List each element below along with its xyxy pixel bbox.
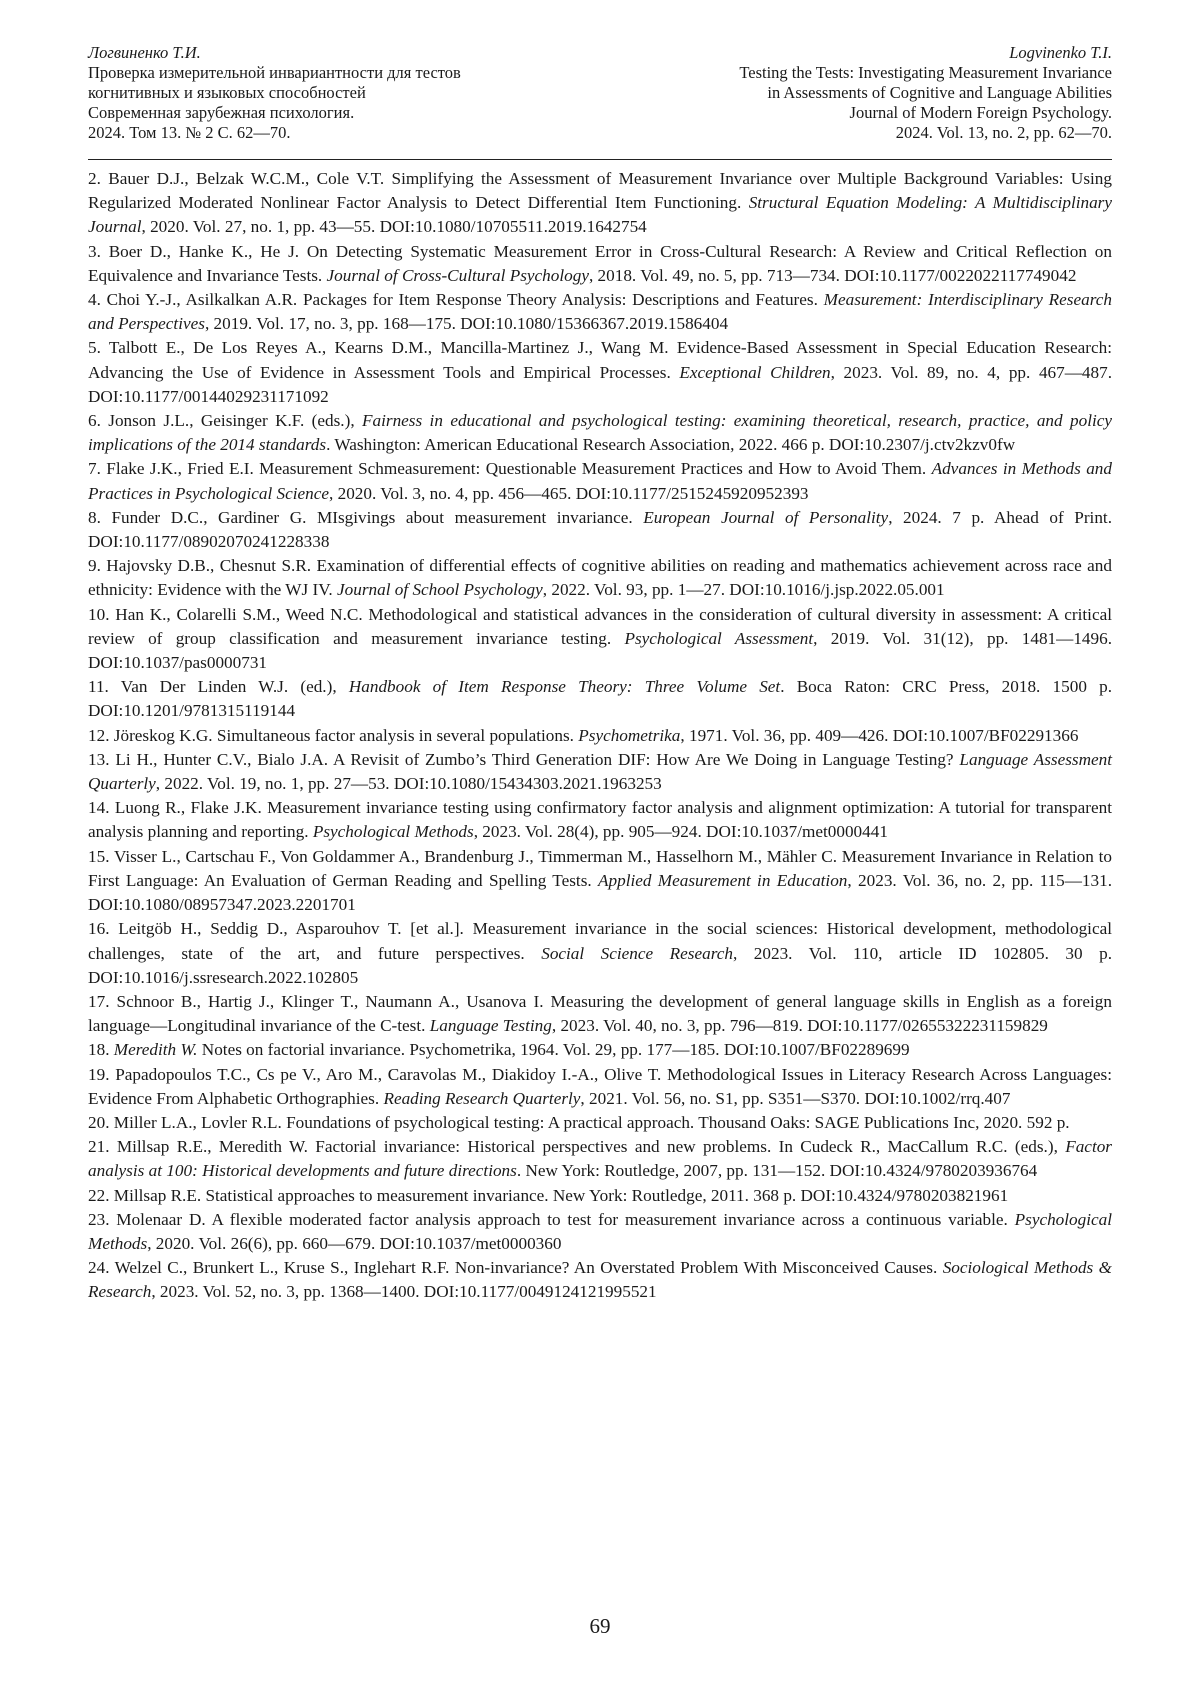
reference-text: 18.: [88, 1040, 114, 1060]
reference-source-italic: Sociological Methods & Research: [88, 1258, 1112, 1302]
reference-item: [88, 1184, 1112, 1208]
reference-text: , 2021. Vol. 56, no. S1, pp. S351—S370. DOI:10.1002/rrq.407: [580, 1088, 1011, 1108]
reference-text: 11. Van Der Linden W.J. (ed.),: [88, 677, 349, 697]
running-header: [88, 43, 1112, 143]
reference-source-italic: Reading Research Quarterly: [383, 1088, 581, 1108]
reference-text: . Washington: American Educational Research Association, 2022. 466 p. DOI:10.2307/j.ctv2kzv0fw: [326, 435, 1016, 455]
reference-text: , 2024. 7 p. Ahead of Print. DOI:10.1177/08902070241228338: [88, 507, 1112, 552]
reference-text: , 2020. Vol. 3, no. 4, pp. 456—465. DOI:10.1177/2515245920952393: [329, 483, 809, 503]
header-right-issue: 2024. Vol. 13, no. 2, pp. 62—70.: [895, 123, 1112, 142]
reference-text: , 2023. Vol. 110, article ID 102805. 30 p. DOI:10.1016/j.ssresearch.2022.102805: [88, 943, 1113, 987]
reference-text: 6. Jonson J.L., Geisinger K.F. (eds.),: [88, 411, 363, 431]
reference-item: [88, 409, 1112, 457]
reference-item: [88, 167, 1112, 240]
reference-item: [88, 748, 1112, 796]
reference-item: [88, 1135, 1112, 1183]
reference-text: . New York: Routledge, 2007, pp. 131—152. DOI:10.4324/9780203936764: [516, 1161, 1038, 1181]
reference-text: Notes on factorial invariance. Psychometrika, 1964. Vol. 29, pp. 177—185. DOI:10.1007/BF02289699: [197, 1040, 910, 1060]
reference-text: 8. Funder D.C., Gardiner G. MIsgivings about measurement invariance.: [88, 507, 644, 527]
reference-text: 9. Hajovsky D.B., Chesnut S.R. Examination of differential effects of cognitive abilities on reading and mathematics achievement across race and ethnicity: Evidence with the WJ IV.: [88, 556, 1112, 600]
page-number: 69: [589, 1614, 611, 1638]
reference-text: , 2023. Vol. 52, no. 3, pp. 1368—1400. DOI:10.1177/0049124121995521: [151, 1282, 657, 1302]
reference-source-italic: Fairness in educational and psychological testing: examining theoretical, research, practice, and policy implications of the 2014 standards: [88, 411, 1112, 455]
reference-item: [88, 845, 1112, 918]
reference-item: [88, 917, 1112, 990]
header-right-title-line1: Testing the Tests: Investigating Measurement Invariance: [739, 63, 1112, 82]
reference-text: 15. Visser L., Cartschau F., Von Goldammer A., Brandenburg J., Timmerman M., Hasselhorn M., Mähler C. Measurement Invariance in Relation to First Language: An Evaluation of German Reading and Spelling Tests.: [88, 846, 1112, 890]
header-left-issue: 2024. Том 13. № 2 С. 62—70.: [88, 123, 291, 142]
header-left-title-line1: Проверка измерительной инвариантности для тестов: [88, 63, 461, 82]
reference-source-italic: Factor analysis at 100: Historical developments and future directions: [88, 1137, 1112, 1181]
reference-text: , 2023. Vol. 28(4), pp. 905—924. DOI:10.1037/met0000441: [473, 822, 888, 842]
reference-text: , 2020. Vol. 26(6), pp. 660—679. DOI:10.1037/met0000360: [147, 1233, 562, 1253]
reference-item: [88, 603, 1112, 676]
reference-source-italic: Social Science Research: [541, 943, 733, 963]
reference-text: 12. Jöreskog K.G. Simultaneous factor analysis in several populations.: [88, 725, 579, 745]
reference-source-italic: Language Assessment Quarterly: [88, 749, 1113, 794]
reference-text: 19. Papadopoulos T.C., Cs pe V., Aro M., Caravolas M., Diakidoy I.-A., Olive T. Methodological Issues in Literacy Research Across Languages: Evidence From Alphabetic Orthographies.: [88, 1064, 1112, 1108]
header-right: [739, 43, 1112, 143]
reference-text: , 2022. Vol. 19, no. 1, pp. 27—53. DOI:10.1080/15434303.2021.1963253: [155, 774, 662, 794]
reference-text: 5. Talbott E., De Los Reyes A., Kearns D.M., Mancilla-Martinez J., Wang M. Evidence-Based Assessment in Special Education Research: Advancing the Use of Evidence in Assessment Tools and Empirical Processes.: [88, 338, 1112, 382]
reference-source-italic: Language Testing: [429, 1016, 552, 1036]
reference-text: 3. Boer D., Hanke K., He J. On Detecting Systematic Measurement Error in Cross-Cultural Research: A Review and Critical Reflection on Equivalence and Invariance Tests.: [88, 241, 1112, 285]
reference-source-italic: Psychological Methods: [312, 822, 474, 842]
reference-source-italic: Structural Equation Modeling: A Multidisciplinary Journal: [88, 193, 1112, 237]
reference-source-italic: Journal of School Psychology: [337, 580, 543, 600]
reference-item: [88, 796, 1112, 844]
reference-text: , 1971. Vol. 36, pp. 409—426. DOI:10.1007/BF02291366: [680, 725, 1079, 745]
reference-text: 7. Flake J.K., Fried E.I. Measurement Schmeasurement: Questionable Measurement Practices and How to Avoid Them.: [88, 459, 932, 479]
reference-text: 2. Bauer D.J., Belzak W.C.M., Cole V.T. Simplifying the Assessment of Measurement Invariance over Multiple Background Variables: Using Regularized Moderated Nonlinear Factor Analysis to Detect Differential Item Functioning.: [88, 169, 1112, 213]
header-right-journal: Journal of Modern Foreign Psychology.: [849, 103, 1112, 122]
reference-text: 4. Choi Y.-J., Asilkalkan A.R. Packages for Item Response Theory Analysis: Descriptions and Features.: [88, 290, 824, 310]
reference-text: 22. Millsap R.E. Statistical approaches to measurement invariance. New York: Routledge, 2011. 368 p. DOI:10.4324/9780203821961: [88, 1185, 1009, 1205]
reference-text: 14. Luong R., Flake J.K. Measurement invariance testing using confirmatory factor analysis and alignment optimization: A tutorial for transparent analysis planning and reporting.: [88, 798, 1112, 842]
reference-text: . Boca Raton: CRC Press, 2018. 1500 p. DOI:10.1201/9781315119144: [88, 677, 1113, 721]
reference-text: , 2019. Vol. 17, no. 3, pp. 168—175. DOI:10.1080/15366367.2019.1586404: [204, 314, 729, 334]
reference-source-italic: Psychological Assessment: [624, 628, 814, 648]
reference-item: [88, 990, 1112, 1038]
reference-text: 21. Millsap R.E., Meredith W. Factorial invariance: Historical perspectives and new problems. In Cudeck R., MacCallum R.C. (eds.),: [88, 1137, 1066, 1157]
reference-item: [88, 240, 1112, 288]
reference-text: 13. Li H., Hunter C.V., Bialo J.A. A Revisit of Zumbo’s Third Generation DIF: How Are We Doing in Language Testing?: [88, 749, 960, 769]
reference-item: [88, 457, 1112, 505]
reference-source-italic: Applied Measurement in Education: [598, 870, 848, 890]
reference-item: [88, 288, 1112, 336]
reference-text: 20. Miller L.A., Lovler R.L. Foundations of psychological testing: A practical approach. Thousand Oaks: SAGE Publications Inc, 2020. 592 p.: [88, 1112, 1070, 1132]
header-right-author: Logvinenko T.I.: [1009, 43, 1112, 62]
reference-text: , 2020. Vol. 27, no. 1, pp. 43—55. DOI:10.1080/10705511.2019.1642754: [141, 217, 647, 237]
reference-item: [88, 506, 1112, 554]
header-right-title-line2: in Assessments of Cognitive and Language Abilities: [767, 83, 1112, 102]
reference-text: , 2018. Vol. 49, no. 5, pp. 713—734. DOI:10.1177/0022022117749042: [588, 265, 1077, 285]
reference-text: 16. Leitgöb H., Seddig D., Asparouhov T. [et al.]. Measurement invariance in the social sciences: Historical development, methodological challenges, state of the art, and future perspectives.: [88, 919, 1112, 963]
reference-item: [88, 336, 1112, 409]
reference-source-italic: Journal of Cross-Cultural Psychology: [326, 265, 589, 285]
reference-source-italic: Handbook of Item Response Theory: Three Volume Set: [348, 677, 781, 697]
reference-item: [88, 675, 1112, 723]
reference-text: , 2019. Vol. 31(12), pp. 1481—1496. DOI:10.1037/pas0000731: [88, 628, 1112, 673]
reference-text: , 2023. Vol. 36, no. 2, pp. 115—131. DOI:10.1080/08957347.2023.2201701: [88, 870, 1112, 915]
reference-text: 23. Molenaar D. A flexible moderated factor analysis approach to test for measurement invariance across a continuous variable.: [88, 1209, 1015, 1229]
header-left-title-line2: когнитивных и языковых способностей: [88, 83, 366, 102]
reference-text: , 2023. Vol. 40, no. 3, pp. 796—819. DOI:10.1177/02655322231159829: [551, 1016, 1048, 1036]
reference-item: [88, 1063, 1112, 1111]
reference-item: [88, 1256, 1112, 1304]
reference-source-italic: Measurement: Interdisciplinary Research and Perspectives: [88, 290, 1112, 334]
reference-text: , 2023. Vol. 89, no. 4, pp. 467—487. DOI:10.1177/00144029231171092: [88, 362, 1112, 406]
reference-item: [88, 1038, 1112, 1062]
reference-source-italic: Advances in Methods and Practices in Psychological Science: [88, 459, 1112, 503]
header-left: [88, 43, 461, 143]
header-left-journal: Современная зарубежная психология.: [88, 103, 355, 122]
reference-text: 10. Han K., Colarelli S.M., Weed N.C. Methodological and statistical advances in the consideration of cultural diversity in assessment: A critical review of group classification and measurement invariance testing.: [88, 604, 1112, 648]
reference-item: [88, 724, 1112, 748]
reference-text: 24. Welzel C., Brunkert L., Kruse S., Inglehart R.F. Non-invariance? An Overstated Problem With Misconceived Causes.: [88, 1258, 943, 1278]
reference-list: [88, 167, 1112, 1305]
reference-item: [88, 1208, 1112, 1256]
reference-source-italic: Psychological Methods: [88, 1209, 1112, 1253]
reference-source-italic: Psychometrika: [578, 725, 681, 745]
reference-item: [88, 554, 1112, 602]
header-left-author: Логвиненко Т.И.: [88, 43, 201, 62]
reference-source-italic: Meredith W.: [113, 1040, 198, 1060]
reference-item: [88, 1111, 1112, 1135]
reference-source-italic: Exceptional Children: [679, 362, 831, 382]
reference-text: , 2022. Vol. 93, pp. 1—27. DOI:10.1016/j.jsp.2022.05.001: [542, 580, 945, 600]
reference-text: 17. Schnoor B., Hartig J., Klinger T., Naumann A., Usanova I. Measuring the development of general language skills in English as a foreign language—Longitudinal invariance of the C-test.: [88, 991, 1112, 1036]
reference-source-italic: European Journal of Personality: [643, 507, 889, 527]
header-divider: [88, 159, 1112, 160]
